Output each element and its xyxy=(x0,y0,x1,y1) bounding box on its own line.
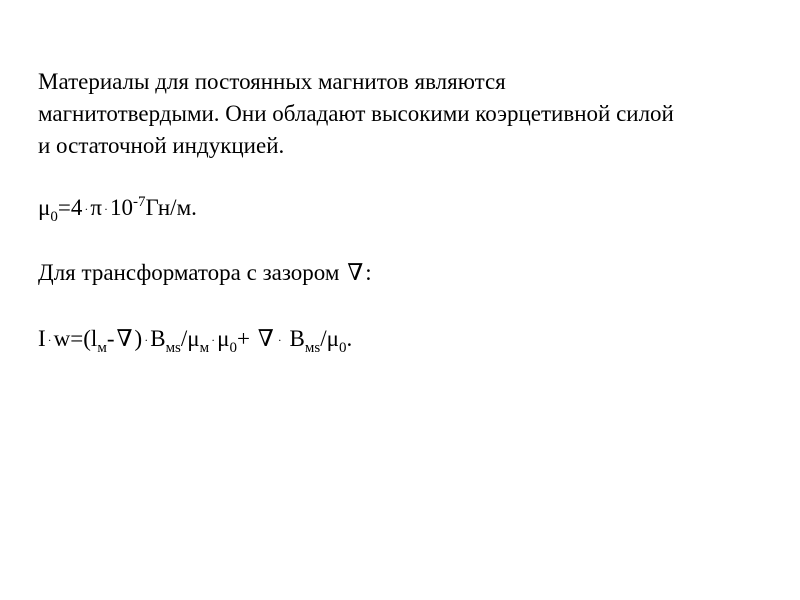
b-symbol: B xyxy=(289,326,305,351)
nabla-symbol: ∇ xyxy=(347,260,364,285)
multiply-dot: · xyxy=(144,332,149,347)
mu0-formula xyxy=(38,193,197,225)
subscript-ms: мs xyxy=(165,340,181,356)
exponent: -7 xyxy=(132,194,146,210)
mu-symbol: μ xyxy=(217,326,230,351)
ten: 10 xyxy=(109,195,133,220)
subscript-m: м xyxy=(97,340,107,356)
multiply-dot: · xyxy=(103,201,108,216)
w-equals-l: w=(l xyxy=(53,326,98,351)
multiply-dot: · xyxy=(84,201,89,216)
slash-mu: /μ xyxy=(180,326,200,351)
intro-paragraph xyxy=(38,66,793,162)
current-symbol: I xyxy=(38,326,46,351)
unit: Гн/м. xyxy=(145,195,197,220)
transformer-text: Для трансформатора с зазором xyxy=(38,260,346,285)
mu-subscript: 0 xyxy=(50,209,58,225)
pi-symbol: π xyxy=(90,195,102,220)
multiply-dot: · xyxy=(277,332,282,347)
mu-symbol: μ xyxy=(38,195,51,220)
transformer-line xyxy=(38,258,372,288)
nabla-symbol: ∇ xyxy=(257,326,274,351)
b-symbol: B xyxy=(150,326,166,351)
subscript-0: 0 xyxy=(338,340,347,356)
multiply-dot: · xyxy=(47,332,52,347)
subscript-0: 0 xyxy=(229,340,237,356)
multiply-dot: · xyxy=(211,332,216,347)
equals-four: =4 xyxy=(57,195,83,220)
paragraph-line-3: и остаточной индукцией. xyxy=(38,133,285,158)
nabla-symbol: ∇ xyxy=(116,326,133,351)
plus: + xyxy=(236,326,256,351)
period: . xyxy=(346,326,353,351)
close-paren: ) xyxy=(134,326,143,351)
paragraph-line-2: магнитотвердыми. Они обладают высокими коэрцетивной силой xyxy=(38,101,674,126)
main-formula xyxy=(38,324,352,356)
subscript-m: м xyxy=(199,340,210,356)
slash-mu: /μ xyxy=(320,326,339,351)
minus: - xyxy=(106,326,115,351)
subscript-ms: мs xyxy=(304,340,321,356)
colon: : xyxy=(365,260,372,285)
paragraph-line-1: Материалы для постоянных магнитов являются xyxy=(38,69,506,94)
